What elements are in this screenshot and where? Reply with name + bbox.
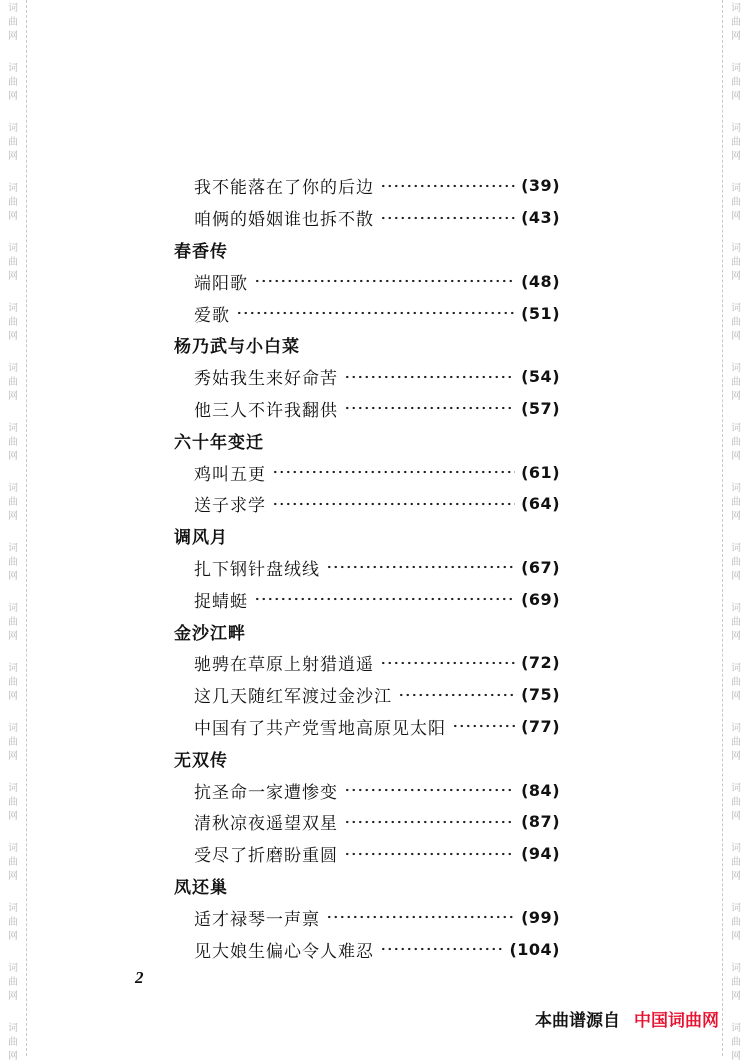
toc-entry-page: (99): [521, 907, 560, 927]
watermark-text: 词 曲 网: [731, 183, 741, 222]
source-label: 本曲谱源自: [535, 1011, 620, 1031]
table-of-contents: [174, 170, 560, 965]
toc-entry-title: 秀姑我生来好命苦: [194, 369, 338, 390]
watermark-text: 词 曲 网: [731, 663, 741, 702]
watermark-text: 词 曲 网: [8, 303, 18, 342]
toc-entry-title: 受尽了折磨盼重圆: [194, 846, 338, 867]
toc-section-heading: 杨乃武与小白菜: [174, 337, 300, 358]
toc-entry: [174, 361, 560, 393]
toc-entry: [174, 583, 560, 615]
toc-entry-title: 见大娘生偏心令人难忍: [194, 941, 374, 962]
toc-entry: [174, 774, 560, 806]
toc-section-heading: 金沙江畔: [174, 623, 246, 644]
watermark-text: 词 曲 网: [731, 963, 741, 1002]
toc-entry-page: (104): [509, 939, 560, 959]
toc-entry: [174, 711, 560, 743]
toc-entry-title: 捉蜻蜓: [194, 591, 248, 612]
watermark-text: 词 曲 网: [8, 843, 18, 882]
toc-entry-title: 爱歌: [194, 305, 230, 326]
dot-leader: [326, 915, 515, 919]
toc-section-heading: 凤还巢: [174, 877, 228, 898]
toc-section-heading: 春香传: [174, 241, 228, 262]
dot-leader: [380, 216, 515, 220]
watermark-text: 词 曲 网: [731, 543, 741, 582]
toc-entry: [174, 679, 560, 711]
watermark-text: 词 曲 网: [731, 363, 741, 402]
watermark-text: 词 曲 网: [731, 843, 741, 882]
toc-entry-page: (87): [521, 812, 560, 832]
toc-entry-title: 送子求学: [194, 496, 266, 517]
toc-entry: [174, 456, 560, 488]
dot-leader: [380, 184, 515, 188]
watermark-text: 词 曲 网: [731, 123, 741, 162]
watermark-text: 词 曲 网: [731, 783, 741, 822]
dot-leader: [236, 311, 515, 315]
dot-leader: [398, 693, 515, 697]
toc-entry-page: (69): [521, 589, 560, 609]
watermark-text: 词 曲 网: [8, 483, 18, 522]
toc-entry-page: (72): [521, 653, 560, 673]
page-number: 2: [135, 968, 144, 987]
watermark-text: 词 曲 网: [731, 603, 741, 642]
toc-entry: [174, 488, 560, 520]
watermark-text: 词 曲 网: [8, 1023, 18, 1062]
toc-entry: [174, 170, 560, 202]
toc-entry-page: (67): [521, 557, 560, 577]
watermark-text: 词 曲 网: [731, 1023, 741, 1062]
watermark-strip-left: [0, 0, 27, 1062]
toc-entry: [174, 297, 560, 329]
toc-entry-title: 咱俩的婚姻谁也拆不散: [194, 210, 374, 231]
toc-section-heading: 六十年变迁: [174, 432, 264, 453]
watermark-text: 词 曲 网: [731, 3, 741, 42]
dot-leader: [344, 852, 515, 856]
dot-leader: [344, 820, 515, 824]
source-site-name[interactable]: 中国词曲网: [634, 1011, 719, 1031]
watermark-text: 词 曲 网: [731, 63, 741, 102]
toc-entry: [174, 838, 560, 870]
toc-entry: [174, 933, 560, 965]
source-credit: [535, 1006, 719, 1031]
toc-entry-page: (48): [521, 271, 560, 291]
watermark-strip-right: [722, 0, 749, 1062]
toc-entry-title: 端阳歌: [194, 273, 248, 294]
dot-leader: [326, 565, 515, 569]
watermark-text: 词 曲 网: [8, 723, 18, 762]
toc-entry-page: (77): [521, 716, 560, 736]
dot-leader: [254, 279, 515, 283]
toc-entry-page: (54): [521, 367, 560, 387]
dot-leader: [254, 597, 515, 601]
toc-entry-page: (61): [521, 462, 560, 482]
toc-entry-title: 驰骋在草原上射猎逍遥: [194, 655, 374, 676]
dot-leader: [452, 724, 515, 728]
toc-entry-title: 他三人不许我翻供: [194, 400, 338, 421]
watermark-text: 词 曲 网: [8, 663, 18, 702]
watermark-text: 词 曲 网: [731, 303, 741, 342]
dot-leader: [272, 470, 515, 474]
watermark-text: 词 曲 网: [8, 363, 18, 402]
toc-entry-title: 中国有了共产党雪地高原见太阳: [194, 718, 446, 739]
watermark-text: 词 曲 网: [731, 423, 741, 462]
watermark-text: 词 曲 网: [8, 963, 18, 1002]
dot-leader: [272, 502, 515, 506]
watermark-text: 词 曲 网: [8, 123, 18, 162]
watermark-text: 词 曲 网: [8, 543, 18, 582]
toc-entry-title: 鸡叫五更: [194, 464, 266, 485]
dot-leader: [380, 661, 515, 665]
toc-entry-title: 适才禄琴一声禀: [194, 909, 320, 930]
toc-section-heading: 调风月: [174, 528, 228, 549]
toc-entry-title: 抗圣命一家遭惨变: [194, 782, 338, 803]
toc-entry: [174, 202, 560, 234]
dot-leader: [380, 947, 503, 951]
toc-entry-page: (51): [521, 303, 560, 323]
toc-entry-page: (57): [521, 398, 560, 418]
toc-entry-page: (64): [521, 494, 560, 514]
toc-entry-title: 扎下钢针盘绒线: [194, 559, 320, 580]
toc-entry: [174, 806, 560, 838]
watermark-text: 词 曲 网: [731, 723, 741, 762]
watermark-text: 词 曲 网: [8, 423, 18, 462]
toc-entry: [174, 265, 560, 297]
toc-entry-page: (94): [521, 844, 560, 864]
watermark-text: 词 曲 网: [8, 903, 18, 942]
toc-section-heading: 无双传: [174, 750, 228, 771]
toc-entry: [174, 901, 560, 933]
watermark-text: 词 曲 网: [8, 603, 18, 642]
toc-entry-page: (75): [521, 685, 560, 705]
toc-entry-title: 这几天随红军渡过金沙江: [194, 687, 392, 708]
toc-entry: [174, 552, 560, 584]
dot-leader: [344, 406, 515, 410]
watermark-text: 词 曲 网: [8, 243, 18, 282]
toc-entry-title: 清秋凉夜遥望双星: [194, 814, 338, 835]
toc-entry-title: 我不能落在了你的后边: [194, 178, 374, 199]
watermark-text: 词 曲 网: [8, 783, 18, 822]
watermark-text: 词 曲 网: [731, 903, 741, 942]
toc-entry-page: (84): [521, 780, 560, 800]
watermark-text: 词 曲 网: [731, 483, 741, 522]
watermark-text: 词 曲 网: [731, 243, 741, 282]
dot-leader: [344, 375, 515, 379]
watermark-text: 词 曲 网: [8, 63, 18, 102]
toc-entry-page: (39): [521, 176, 560, 196]
toc-entry: [174, 647, 560, 679]
toc-entry: [174, 393, 560, 425]
toc-entry-page: (43): [521, 208, 560, 228]
watermark-text: 词 曲 网: [8, 183, 18, 222]
watermark-text: 词 曲 网: [8, 3, 18, 42]
dot-leader: [344, 788, 515, 792]
